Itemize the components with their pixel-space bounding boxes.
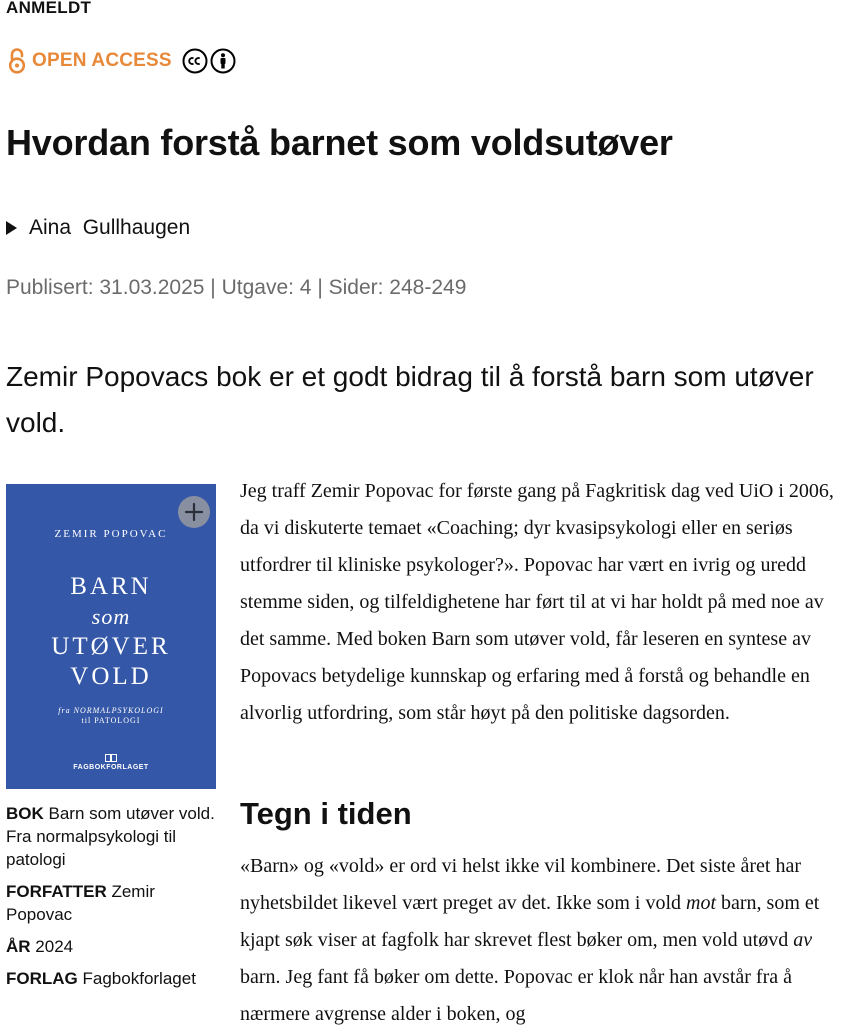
open-access-label: OPEN ACCESS	[32, 50, 172, 71]
facts-value-forfatter: Zemir Popovac	[6, 882, 155, 924]
section-heading: Tegn i tiden	[240, 796, 412, 831]
publisher-logo-icon	[105, 754, 117, 762]
facts-value-ar: 2024	[35, 937, 74, 956]
author-name: Aina Gullhaugen	[29, 216, 191, 239]
paragraph-text: barn, som et kjapt søk viser at fagfolk har skrevet flest bøker om, men vold utøvd	[240, 892, 820, 951]
author-toggle[interactable]	[6, 216, 190, 240]
cover-subtitle	[6, 706, 216, 726]
plus-icon	[183, 501, 205, 523]
facts-label-forfatter: FORFATTER	[6, 882, 107, 901]
open-access-badge[interactable]	[8, 48, 236, 74]
zoom-image-button[interactable]	[178, 496, 210, 528]
paragraph-text: barn. Jeg fant få bøker om dette. Popovac er klok når han avstår fra å nærmere avgrense alder i boken, og	[240, 966, 793, 1025]
facts-value-bok-subtitle: Fra normalpsykologi til patologi	[6, 827, 177, 869]
book-cover-image[interactable]	[6, 484, 216, 789]
cc-by-attribution-icon	[210, 48, 236, 74]
cover-subtitle-line: til PATOLOGI	[81, 716, 141, 725]
cover-publisher-name: FAGBOKFORLAGET	[73, 764, 149, 771]
emphasis-text: mot	[686, 892, 717, 914]
article-lead: Zemir Popovacs bok er et godt bidrag til å forstå barn som utøver vold.	[6, 361, 814, 438]
cover-title	[6, 572, 216, 692]
emphasis-text: av	[793, 929, 813, 951]
cover-author: ZEMIR POPOVAC	[54, 528, 168, 540]
disclosure-triangle-icon	[6, 221, 17, 235]
paragraph-text: «Barn» og «vold» er ord vi helst ikke vil kombinere. Det siste året har nyhetsbildet likevel vært preget av det. Ikke som i vold	[240, 855, 801, 914]
cover-title-line: VOLD	[70, 663, 152, 690]
facts-label-ar: ÅR	[6, 937, 31, 956]
body-paragraph-2	[240, 848, 852, 1033]
facts-value-bok: Barn som utøver vold.	[48, 804, 215, 823]
cover-title-line: UTØVER	[51, 633, 171, 660]
body-paragraph-1: Jeg traff Zemir Popovac for første gang på Fagkritisk dag ved UiO i 2006, da vi diskuterte temaet «Coaching; dyr kvasipsykologi eller en seriøs utfordrer til kliniske psykologer?». Popovac har vært en ivrig og uredd stemme siden, og tilfeldighetene har ført til at vi har holdt på med noe av det samme. Med boken Barn som utøver vold, får leseren en syntese av Popovacs betydelige kunnskap og erfaring med å forstå og behandle en alvorlig utfordring, som står høyt på den politiske dagsorden.	[240, 480, 834, 724]
book-facts	[6, 802, 221, 999]
publication-meta: Publisert: 31.03.2025 | Utgave: 4 | Sider: 248-249	[6, 276, 467, 299]
open-lock-icon	[8, 48, 26, 74]
article-category: ANMELDT	[6, 0, 92, 17]
facts-value-forlag: Fagbokforlaget	[82, 969, 196, 988]
cover-subtitle-line: fra NORMALPSYKOLOGI	[58, 706, 164, 715]
article-title: Hvordan forstå barnet som voldsutøver	[6, 122, 673, 163]
cover-title-line: som	[91, 604, 131, 629]
cc-license-icon	[182, 48, 208, 74]
facts-label-bok: BOK	[6, 804, 44, 823]
cover-publisher	[6, 754, 216, 771]
cover-title-line: BARN	[70, 573, 152, 600]
facts-label-forlag: FORLAG	[6, 969, 78, 988]
